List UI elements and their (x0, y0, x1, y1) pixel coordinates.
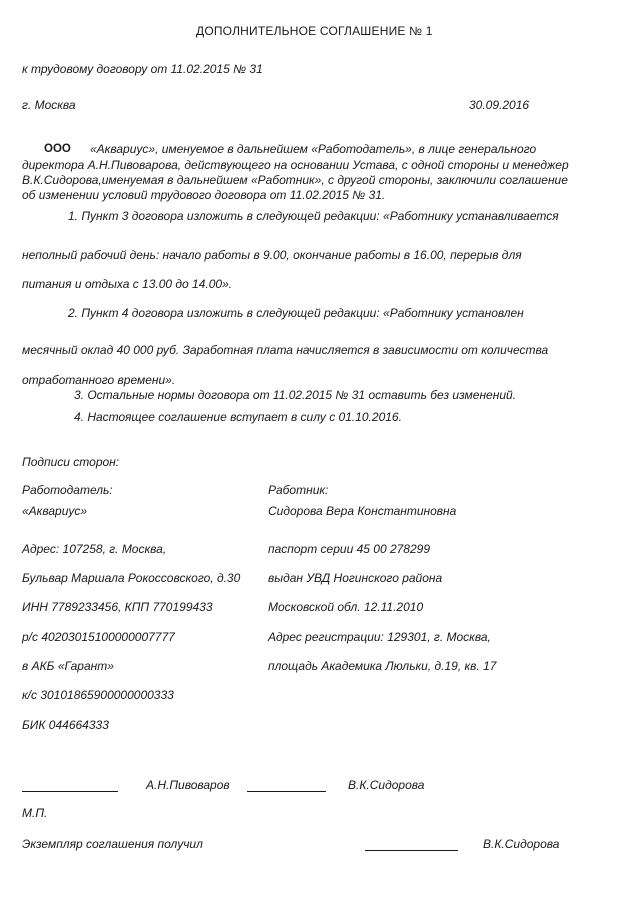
employee-signer: В.К.Сидорова (348, 778, 425, 792)
employer-inn: ИНН 7789233456, КПП 770199433 (22, 600, 213, 614)
employer-bik: БИК 044664333 (22, 718, 109, 732)
receipt-text: Экземпляр соглашения получил (22, 837, 203, 851)
employer-signature-line (22, 791, 118, 792)
employee-issued-2: Московской обл. 12.11.2010 (268, 600, 424, 614)
intro-line-1: «Аквариус», именуемое в дальнейшем «Работодатель», в лице генерального (90, 142, 537, 156)
signatures-heading: Подписи сторон: (22, 455, 120, 469)
employer-name: «Аквариус» (22, 504, 88, 518)
employer-address-1: Адрес: 107258, г. Москва, (22, 542, 167, 556)
employer-signer: А.Н.Пивоваров (146, 778, 230, 792)
employer-bank: в АКБ «Гарант» (22, 659, 114, 673)
clause-1-line-1: 1. Пункт 3 договора изложить в следующей редакции: «Работнику устанавливается (68, 209, 559, 223)
document-title: ДОПОЛНИТЕЛЬНОЕ СОГЛАШЕНИЕ № 1 (196, 24, 433, 38)
clause-1-line-3: питания и отдыха с 13.00 до 14.00». (22, 277, 233, 291)
receipt-signer: В.К.Сидорова (483, 837, 560, 851)
clause-4: 4. Настоящее соглашение вступает в силу с 01.10.2016. (74, 410, 402, 424)
employee-label: Работник: (268, 483, 329, 497)
seal-mark: М.П. (22, 806, 48, 820)
employee-signature-line (247, 791, 326, 792)
receipt-signature-line (365, 850, 458, 851)
city: г. Москва (22, 98, 76, 112)
org-form: ООО (44, 143, 71, 155)
clause-1-line-2: неполный рабочий день: начало работы в 9.00, окончание работы в 16.00, перерыв для (22, 248, 522, 262)
clause-2-line-3: отработанного времени». (22, 373, 176, 387)
contract-reference: к трудовому договору от 11.02.2015 № 31 (22, 62, 263, 76)
intro-line-3: В.К.Сидорова,именуемая в дальнейшем «Работник», с другой стороны, заключили соглашение (22, 173, 568, 187)
intro-line-2: директора А.Н.Пивоварова, действующего на основании Устава, с одной стороны и менеджер (22, 158, 569, 172)
clause-2-line-1: 2. Пункт 4 договора изложить в следующей редакции: «Работнику установлен (68, 306, 524, 320)
employee-passport: паспорт серии 45 00 278299 (268, 542, 430, 556)
document-date: 30.09.2016 (469, 98, 530, 112)
employee-reg-address-1: Адрес регистрации: 129301, г. Москва, (268, 630, 491, 644)
clause-3: 3. Остальные нормы договора от 11.02.2015 № 31 оставить без изменений. (74, 388, 517, 402)
employee-name: Сидорова Вера Константиновна (268, 504, 457, 518)
employee-issued-1: выдан УВД Ногинского района (268, 571, 443, 585)
employee-reg-address-2: площадь Академика Люльки, д.19, кв. 17 (268, 659, 497, 673)
employer-address-2: Бульвар Маршала Рокоссовского, д.30 (22, 571, 241, 585)
employer-account: р/с 40203015100000007777 (22, 630, 175, 644)
intro-line-4: об изменении условий трудового договора от 11.02.2015 № 31. (22, 188, 386, 202)
clause-2-line-2: месячный оклад 40 000 руб. Заработная плата начисляется в зависимости от количества (22, 343, 549, 357)
employer-label: Работодатель: (22, 483, 113, 497)
employer-corr-account: к/с 30101865900000000333 (22, 688, 174, 702)
